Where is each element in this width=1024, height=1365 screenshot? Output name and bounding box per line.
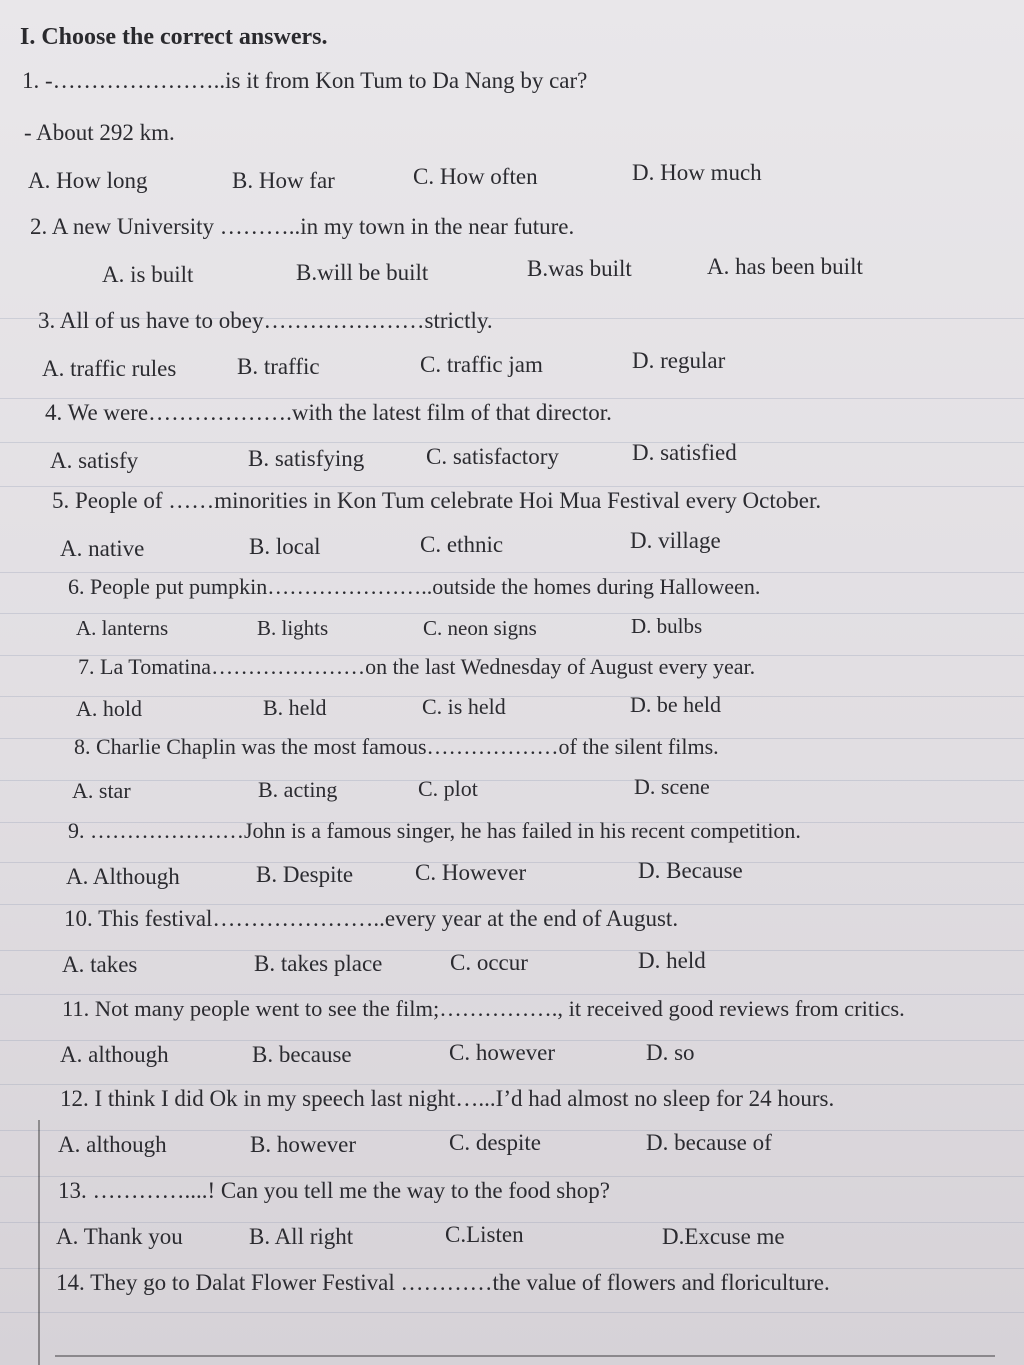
q8-option-b[interactable]: B. acting — [258, 777, 338, 802]
page-heading: I. Choose the correct answers. — [20, 24, 328, 50]
q3-option-b[interactable]: B. traffic — [237, 354, 320, 379]
q11-option-b[interactable]: B. because — [252, 1042, 352, 1067]
question-7: 7. La Tomatina…………………on the last Wednesday of August every year. — [78, 654, 756, 679]
q5-option-b[interactable]: B. local — [249, 534, 321, 559]
q9-option-d[interactable]: D. Because — [638, 858, 743, 883]
question-11: 11. Not many people went to see the film;……………., it received good reviews from critics. — [62, 996, 905, 1021]
question-6: 6. People put pumpkin…………………..outside the homes during Halloween. — [68, 574, 761, 599]
q2-option-a[interactable]: A. is built — [102, 262, 194, 287]
q3-option-c[interactable]: C. traffic jam — [420, 352, 543, 377]
q7-option-a[interactable]: A. hold — [76, 696, 142, 721]
q6-option-c[interactable]: C. neon signs — [423, 616, 537, 640]
q8-option-d[interactable]: D. scene — [634, 774, 710, 799]
q9-option-b[interactable]: B. Despite — [256, 862, 354, 887]
question-12: 12. I think I did Ok in my speech last night…...I’d had almost no sleep for 24 hours. — [60, 1086, 835, 1111]
q7-option-b[interactable]: B. held — [263, 695, 327, 720]
q13-option-c[interactable]: C.Listen — [445, 1222, 524, 1247]
q11-option-c[interactable]: C. however — [449, 1040, 556, 1065]
q12-option-d[interactable]: D. because of — [646, 1130, 772, 1155]
q13-option-d[interactable]: D.Excuse me — [662, 1224, 785, 1249]
q9-option-c[interactable]: C. However — [415, 860, 527, 885]
q7-option-c[interactable]: C. is held — [422, 694, 506, 719]
q11-option-d[interactable]: D. so — [646, 1040, 695, 1065]
q11-option-a[interactable]: A. although — [60, 1042, 169, 1067]
q5-option-a[interactable]: A. native — [60, 536, 145, 561]
question-2: 2. A new University ………..in my town in the near future. — [30, 214, 575, 239]
q4-option-b[interactable]: B. satisfying — [248, 446, 365, 471]
question-5: 5. People of ……minorities in Kon Tum celebrate Hoi Mua Festival every October. — [52, 488, 822, 513]
q8-option-c[interactable]: C. plot — [418, 776, 478, 801]
q7-option-d[interactable]: D. be held — [630, 692, 722, 717]
q6-option-a[interactable]: A. lanterns — [76, 616, 169, 640]
question-4: 4. We were……………….with the latest film of that director. — [45, 400, 612, 425]
q1-option-c[interactable]: C. How often — [413, 164, 538, 189]
q13-option-a[interactable]: A. Thank you — [56, 1224, 183, 1249]
question-1-answer-line: - About 292 km. — [24, 120, 175, 145]
q6-option-d[interactable]: D. bulbs — [631, 614, 703, 638]
question-14: 14. They go to Dalat Flower Festival …………the value of flowers and floriculture. — [56, 1270, 830, 1295]
q3-option-a[interactable]: A. traffic rules — [42, 356, 177, 381]
q10-option-a[interactable]: A. takes — [62, 952, 138, 977]
q4-option-a[interactable]: A. satisfy — [50, 448, 139, 473]
q4-option-c[interactable]: C. satisfactory — [426, 444, 559, 469]
question-3: 3. All of us have to obey…………………strictly. — [38, 308, 493, 333]
question-13: 13. …………....! Can you tell me the way to the food shop? — [58, 1178, 610, 1203]
question-9: 9. …………………John is a famous singer, he has failed in his recent competition. — [68, 818, 801, 843]
q1-option-d[interactable]: D. How much — [632, 160, 762, 185]
q1-option-b[interactable]: B. How far — [232, 168, 335, 193]
bottom-rule — [55, 1355, 995, 1357]
q5-option-c[interactable]: C. ethnic — [420, 532, 504, 557]
q13-option-b[interactable]: B. All right — [249, 1224, 354, 1249]
q3-option-d[interactable]: D. regular — [632, 348, 726, 373]
q10-option-b[interactable]: B. takes place — [254, 951, 383, 976]
q10-option-d[interactable]: D. held — [638, 948, 706, 973]
q12-option-a[interactable]: A. although — [58, 1132, 167, 1157]
q10-option-c[interactable]: C. occur — [450, 950, 528, 975]
q5-option-d[interactable]: D. village — [630, 528, 721, 553]
q6-option-b[interactable]: B. lights — [257, 616, 329, 640]
q4-option-d[interactable]: D. satisfied — [632, 440, 737, 465]
margin-line — [38, 1120, 40, 1365]
question-8: 8. Charlie Chaplin was the most famous………………of the silent films. — [74, 734, 719, 759]
q2-option-d[interactable]: A. has been built — [707, 254, 863, 279]
q1-option-a[interactable]: A. How long — [28, 168, 148, 193]
q12-option-b[interactable]: B. however — [250, 1132, 357, 1157]
question-10: 10. This festival…………………..every year at the end of August. — [64, 906, 679, 931]
q12-option-c[interactable]: C. despite — [449, 1130, 541, 1155]
q9-option-a[interactable]: A. Although — [66, 864, 180, 889]
question-1: 1. -…………………..is it from Kon Tum to Da Nang by car? — [22, 68, 588, 93]
q2-option-c[interactable]: B.was built — [527, 256, 632, 281]
q2-option-b[interactable]: B.will be built — [296, 260, 429, 285]
q8-option-a[interactable]: A. star — [72, 778, 131, 803]
